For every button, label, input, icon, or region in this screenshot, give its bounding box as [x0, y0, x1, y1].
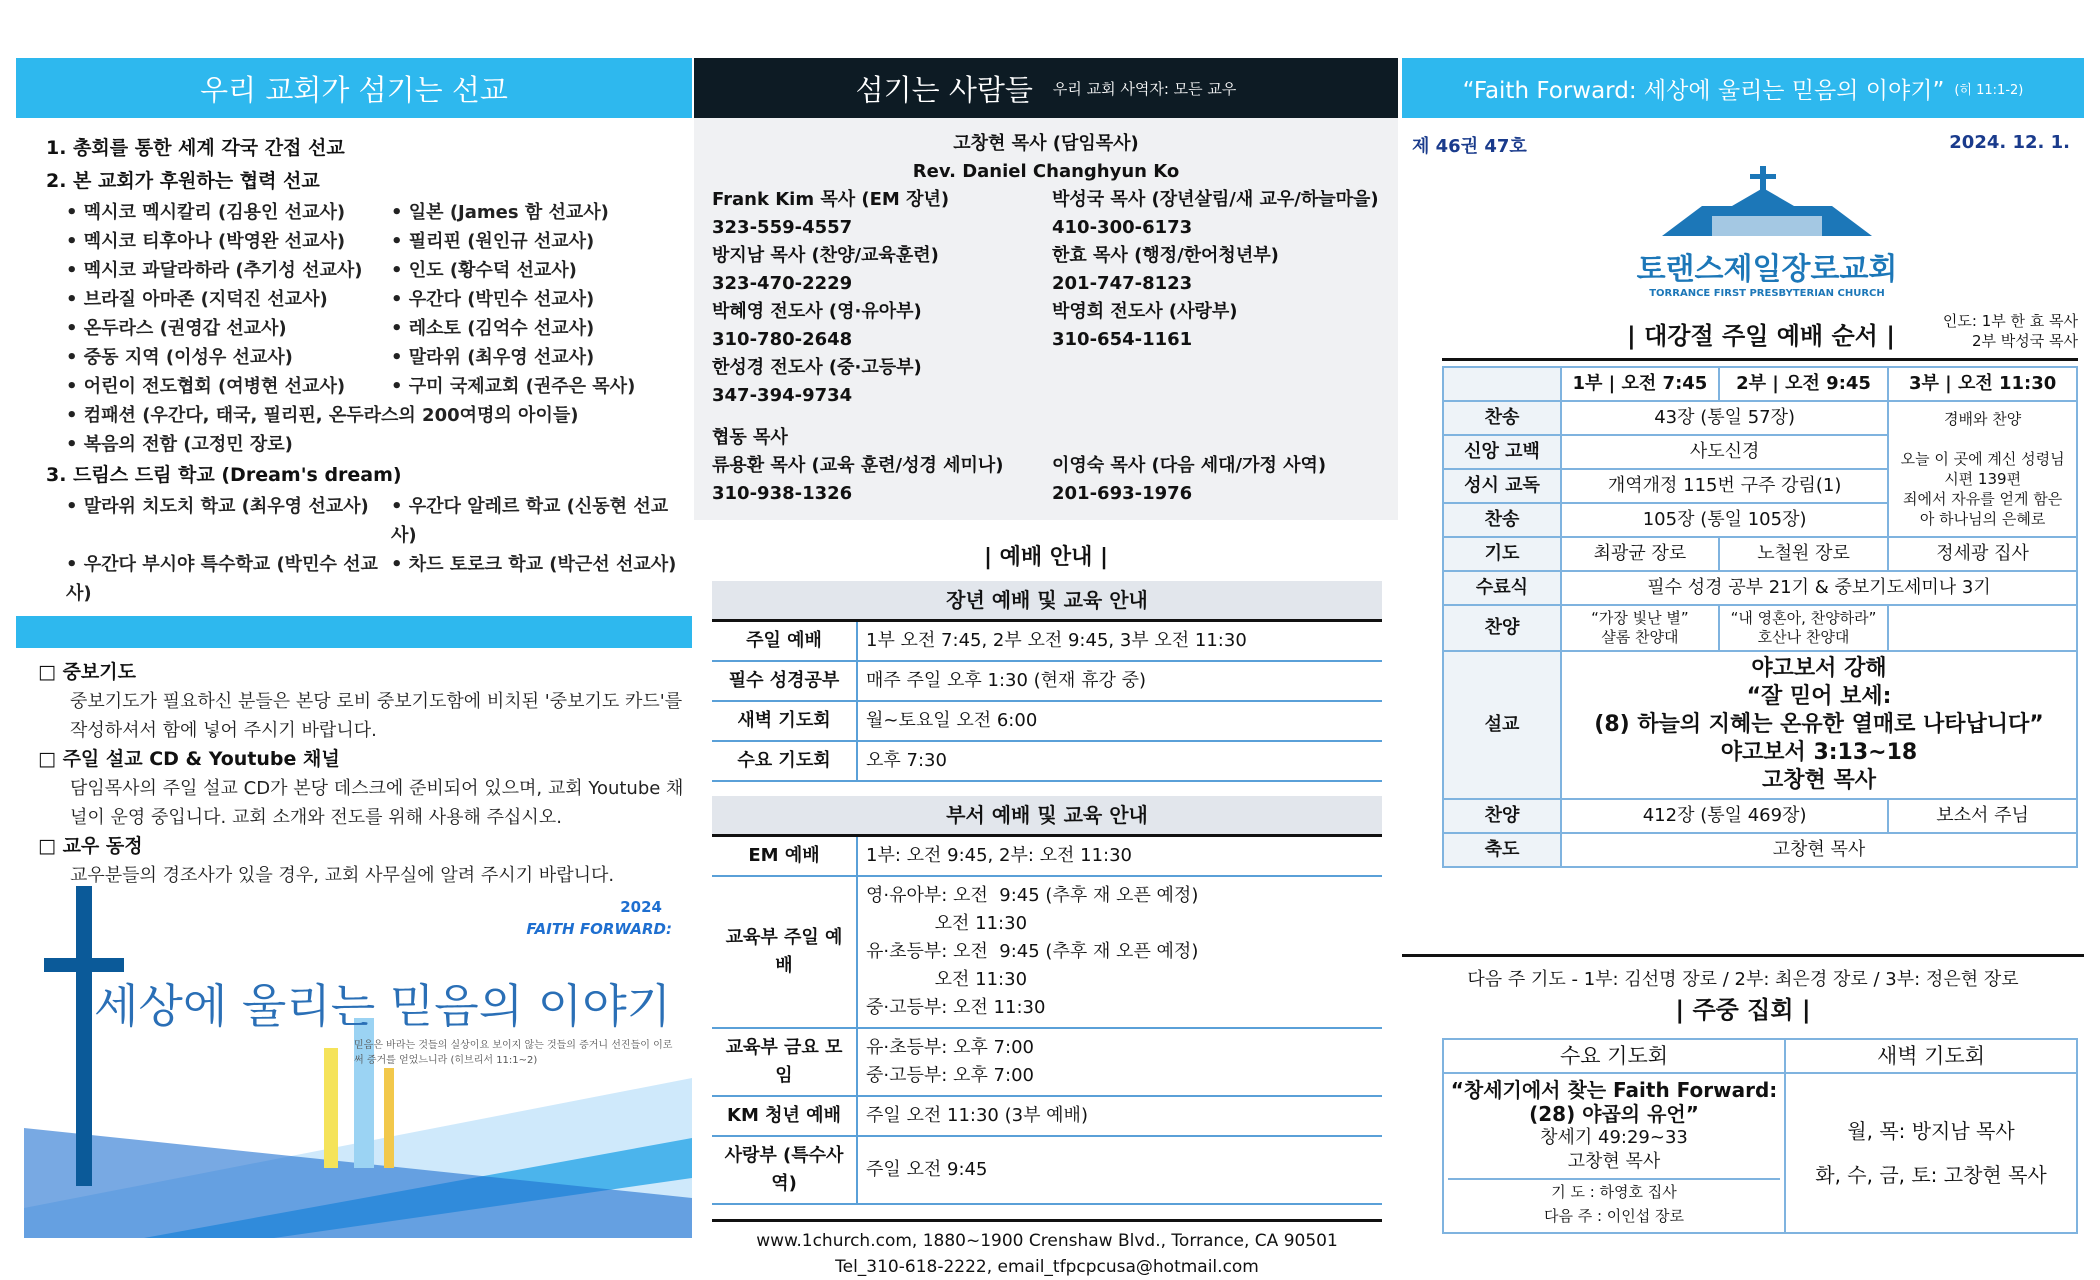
order-cell: 필수 성경 공부 21기 & 중보기도세미나 3기: [1561, 571, 2077, 605]
mission-heading-1: 1. 총회를 통한 세계 각국 간접 선교: [46, 137, 345, 159]
dawn-label: 새벽 기도회: [1785, 1039, 2077, 1073]
service-time: 2부 | 오전 9:45: [1719, 367, 1888, 401]
staff-entry: [1052, 382, 1382, 410]
order-cell: 찬양: [1443, 799, 1561, 833]
staff-entry: 한성경 전도사 (중·고등부): [712, 357, 922, 378]
rule: [1442, 358, 2078, 361]
mission-item: • 구미 국제교회 (권주은 목사): [391, 376, 636, 397]
order-cell: 노철원 장로: [1719, 537, 1888, 571]
order-cell: 정세광 집사: [1888, 537, 2077, 571]
mission-item: • 멕시코 과달라하라 (추기성 선교사): [66, 260, 363, 281]
school-item: • 우간다 알레르 학교 (신동현 선교사): [391, 496, 669, 546]
row-label: KM 청년 예배: [712, 1096, 857, 1136]
staff-entry: 박혜영 전도사 (영·유아부): [712, 301, 922, 322]
wed-line: “창세기에서 찾는 Faith Forward:: [1450, 1078, 1778, 1102]
order-row: [1443, 401, 2077, 435]
staff-entry: 방지남 목사 (찬양/교육훈련): [712, 245, 939, 266]
notice-text: 교우분들의 경조사가 있을 경우, 교회 사무실에 알려 주시기 바랍니다.: [70, 865, 615, 886]
order-row: [1443, 367, 2077, 401]
order-row: [1443, 651, 2077, 799]
table-row: [712, 876, 1382, 1028]
table-row: [712, 741, 1382, 781]
dept-schedule-table: [712, 796, 1382, 1205]
senior-pastor-en: Rev. Daniel Changhyun Ko: [912, 161, 1180, 182]
leader-2: 2부 박성국 목사: [1971, 332, 2078, 350]
order-title: | 대강절 주일 예배 순서 |: [1627, 322, 1895, 350]
leaders: [1943, 311, 2078, 351]
order-cell: 412장 (통일 469장): [1561, 799, 1888, 833]
wed-line: 다음 주 : 이인섭 장로: [1543, 1207, 1685, 1225]
order-cell: 축도: [1443, 833, 1561, 867]
row-label: 교육부 주일 예배: [712, 876, 857, 1028]
order-row: [1443, 799, 2077, 833]
senior-pastor: 고창현 목사 (담임목사): [953, 133, 1139, 154]
mission-item: • 멕시코 티후아나 (박영완 선교사): [66, 231, 346, 252]
row-label: EM 예배: [712, 836, 857, 877]
row-value: 매주 주일 오후 1:30 (현재 휴강 중): [857, 661, 1382, 701]
row-label: 필수 성경공부: [712, 661, 857, 701]
poster-year: 2024: [620, 898, 662, 916]
table-row: [712, 1096, 1382, 1136]
school-item: • 우간다 부시야 특수학교 (박민수 선교사): [66, 554, 378, 604]
row-value: 유·초등부: 오후 7:00 중·고등부: 오후 7:00: [857, 1028, 1382, 1096]
staff-entry: 이영숙 목사 (다음 세대/가정 사역): [1052, 455, 1327, 476]
mission-item: • 일본 (James 함 선교사): [391, 202, 609, 223]
mission-item: • 복음의 전함 (고정민 장로): [66, 434, 293, 455]
table-row: [712, 1028, 1382, 1096]
coop-list: [712, 452, 1380, 508]
order-cell: 기도: [1443, 537, 1561, 571]
staff-entry: 201-693-1976: [1052, 483, 1193, 504]
staff-entry: 한효 목사 (행정/한어청년부): [1052, 245, 1279, 266]
staff-entry: [1052, 354, 1382, 382]
row-value: 오후 7:30: [857, 741, 1382, 781]
row-value: 1부: 오전 9:45, 2부: 오전 11:30: [857, 836, 1382, 877]
mission-item: • 컴패션 (우간다, 태국, 필리핀, 온두라스의 200여명의 아이들): [66, 405, 579, 426]
next-week: 다음 주 기도 - 1부: 김선명 장로 / 2부: 최은경 장로 / 3부: 정은현 장로: [1402, 954, 2084, 991]
order-cell: 찬송: [1443, 503, 1561, 537]
coop-label: 협동 목사: [712, 427, 788, 448]
mission-heading-2: 2. 본 교회가 후원하는 협력 선교: [46, 170, 320, 192]
order-cell: 신앙 고백: [1443, 435, 1561, 469]
order-cell: 성시 교독: [1443, 469, 1561, 503]
order-cell: 설교: [1443, 651, 1561, 799]
wed-line: (28) 야곱의 유언”: [1529, 1102, 1699, 1126]
notice-text: 담임목사의 주일 설교 CD가 본당 데스크에 준비되어 있으며, 교회 Youtube 채널이 운영 중입니다. 교회 소개와 전도를 위해 사용해 주십시오.: [70, 778, 684, 828]
poster-verse: 믿음은 바라는 것들의 실상이요 보이지 않는 것들의 증거니 선진들이 이로써 증거를 얻었느니라 (히브리서 11:1~2): [354, 1040, 673, 1066]
missions-header: 우리 교회가 섬기는 선교: [16, 58, 692, 118]
wed-line: 창세기 49:29~33: [1540, 1127, 1688, 1148]
order-cell: 고창현 목사: [1561, 833, 2077, 867]
wed-line: 기 도 : 하영호 집사: [1448, 1178, 1780, 1204]
order-cell: “가장 빛난 별” 샬롬 찬양대: [1561, 605, 1719, 651]
row-value: 월~토요일 오전 6:00: [857, 701, 1382, 741]
order-cell: 43장 (통일 57장): [1561, 401, 1888, 435]
mission-item: • 어린이 전도협회 (여병현 선교사): [66, 376, 346, 397]
mission-list: [66, 198, 692, 401]
service-time: 3부 | 오전 11:30: [1888, 367, 2077, 401]
order-row: [1443, 537, 2077, 571]
dawn-line: 월, 목: 방지남 목사: [1847, 1119, 2015, 1143]
order-row: [1443, 833, 2077, 867]
staff-entry: 310-654-1161: [1052, 329, 1193, 350]
school-list: [66, 492, 692, 608]
row-label: 주일 예배: [712, 621, 857, 662]
worship-column: [1402, 58, 2084, 1248]
staff-list: [712, 186, 1380, 410]
order-cell: 105장 (통일 105장): [1561, 503, 1888, 537]
theme-header: [1402, 58, 2084, 118]
staff-entry: 박성국 목사 (장년살림/새 교우/하늘마을): [1052, 189, 1379, 210]
issue-meta: [1412, 132, 2070, 158]
order-cell: 찬양: [1443, 605, 1561, 651]
order-cell: “내 영혼아, 찬양하라” 호산나 찬양대: [1719, 605, 1888, 651]
row-label: 수요 기도회: [712, 741, 857, 781]
wed-line: 고창현 목사: [1567, 1151, 1661, 1172]
volume: 제 46권 47호: [1412, 136, 1527, 157]
order-cell: 보소서 주님: [1888, 799, 2077, 833]
theme-title: “Faith Forward: 세상에 울리는 믿음의 이야기”: [1462, 77, 1945, 104]
staff-entry: 310-780-2648: [712, 329, 853, 350]
guide-title: | 예배 안내 |: [983, 545, 1109, 570]
logo-english: TORRANCE FIRST PRESBYTERIAN CHURCH: [1649, 288, 1885, 299]
mission-item: • 필리핀 (원인규 선교사): [391, 231, 595, 252]
staff-entry: Frank Kim 목사 (EM 장년): [712, 189, 950, 210]
row-label: 새벽 기도회: [712, 701, 857, 741]
order-cell: [1443, 367, 1561, 401]
order-cell: 찬송: [1443, 401, 1561, 435]
staff-entry: 323-559-4557: [712, 217, 853, 238]
mission-item: • 인도 (황수덕 선교사): [391, 260, 577, 281]
notice-text: 중보기도가 필요하신 분들은 본당 로비 중보기도함에 비치된 '중보기도 카드'를 작성하셔서 함에 넣어 주시기 바랍니다.: [70, 691, 683, 741]
mission-heading-3: 3. 드림스 드림 학교 (Dream's dream): [46, 464, 402, 486]
row-value: 주일 오전 11:30 (3부 예배): [857, 1096, 1382, 1136]
staff-entry: 201-747-8123: [1052, 273, 1193, 294]
mission-item: • 온두라스 (권영갑 선교사): [66, 318, 287, 339]
table-row: [712, 701, 1382, 741]
leader-1: 인도: 1부 한 효 목사: [1942, 312, 2078, 330]
order-cell: 최광균 장로: [1561, 537, 1719, 571]
notice-title: □ 교우 동정: [38, 835, 143, 857]
theme-ref: (히 11:1-2): [1954, 82, 2024, 98]
poster-title: 세상에 울리는 믿음의 이야기: [94, 979, 672, 1033]
table-row: [712, 1136, 1382, 1204]
mission-item: • 레소토 (김억수 선교사): [391, 318, 595, 339]
mission-item: • 우간다 (박민수 선교사): [391, 289, 595, 310]
row-value: 영·유아부: 오전 9:45 (추후 재 오픈 예정) 오전 11:30 유·초등부: 오전 9:45 (추후 재 오픈 예정) 오전 11:30 중·고등부: 오전 11:30: [857, 876, 1382, 1028]
table-caption: 장년 예배 및 교육 안내: [712, 581, 1382, 621]
church-logo: [1632, 166, 1902, 299]
school-item: • 차드 토로크 학교 (박근선 선교사): [391, 554, 677, 575]
order-cell: 야고보서 강해 “잘 믿어 보세: (8) 하늘의 지혜는 온유한 열매로 나타납니다” 야고보서 3:13~18 고창현 목사: [1561, 651, 2077, 799]
order-cell: 수료식: [1443, 571, 1561, 605]
school-item: • 말라위 치도치 학교 (최우영 선교사): [66, 496, 369, 517]
mission-item: • 브라질 아마존 (지덕진 선교사): [66, 289, 328, 310]
faith-forward-poster: [24, 878, 692, 1238]
order-cell: [1888, 605, 2077, 651]
mission-item: • 중동 지역 (이성우 선교사): [66, 347, 293, 368]
people-header-sub: 우리 교회 사역자: 모든 교우: [1052, 79, 1237, 98]
order-cell: 사도신경: [1561, 435, 1888, 469]
people-header: [694, 58, 1398, 118]
service-time: 1부 | 오전 7:45: [1561, 367, 1719, 401]
table-row: [712, 661, 1382, 701]
issue-date: 2024. 12. 1.: [1949, 132, 2070, 153]
midweek-table: [1442, 1038, 2078, 1234]
row-value: 주일 오전 9:45: [857, 1136, 1382, 1204]
staff-entry: 347-394-9734: [712, 385, 853, 406]
adult-schedule-table: [712, 581, 1382, 782]
row-label: 교육부 금요 모임: [712, 1028, 857, 1096]
church-icon: [1632, 166, 1902, 246]
table-caption: 부서 예배 및 교육 안내: [712, 796, 1382, 836]
footer-contact: Tel_310-618-2222, email_tfpcpcusa@hotmail.com: [835, 1257, 1259, 1277]
order-row: [1443, 605, 2077, 651]
staff-box: [694, 118, 1398, 520]
footer-address: www.1church.com, 1880~1900 Crenshaw Blvd., Torrance, CA 90501: [756, 1231, 1338, 1251]
dawn-line: 화, 수, 금, 토: 고창현 목사: [1815, 1163, 2047, 1187]
table-row: [712, 836, 1382, 877]
row-value: 1부 오전 7:45, 2부 오전 9:45, 3부 오전 11:30: [857, 621, 1382, 662]
people-header-title: 섬기는 사람들: [855, 72, 1033, 107]
staff-entry: 류용환 목사 (교육 훈련/성경 세미나): [712, 455, 1004, 476]
people-column: [694, 58, 1398, 1277]
logo-korean: 토랜스제일장로교회: [1636, 252, 1898, 287]
missions-column: [16, 58, 692, 1248]
row-label: 사랑부 (특수사역): [712, 1136, 857, 1204]
order-row: [1443, 571, 2077, 605]
staff-entry: 310-938-1326: [712, 483, 853, 504]
mission-item: • 말라위 (최우영 선교사): [391, 347, 595, 368]
order-cell: 경배와 찬양 오늘 이 곳에 계신 성령님 시편 139편 죄에서 자유를 얻게 함은 아 하나님의 은혜로: [1888, 401, 2077, 537]
order-table: [1442, 366, 2078, 868]
staff-entry: 323-470-2229: [712, 273, 853, 294]
footer: [712, 1219, 1382, 1280]
staff-entry: 410-300-6173: [1052, 217, 1193, 238]
staff-entry: 박영희 전도사 (사랑부): [1052, 301, 1238, 322]
notices: [38, 658, 692, 890]
table-row: [712, 621, 1382, 662]
divider-bar: [16, 616, 692, 648]
notice-title: □ 주일 설교 CD & Youtube 채널: [38, 748, 340, 770]
mission-item: • 멕시코 멕시칼리 (김용인 선교사): [66, 202, 346, 223]
order-cell: 개역개정 115번 구주 강림(1): [1561, 469, 1888, 503]
poster-ff: FAITH FORWARD:: [526, 920, 672, 938]
wed-label: 수요 기도회: [1443, 1039, 1785, 1073]
midweek-title: | 주중 집회 |: [1675, 996, 1811, 1024]
notice-title: □ 중보기도: [38, 661, 136, 683]
